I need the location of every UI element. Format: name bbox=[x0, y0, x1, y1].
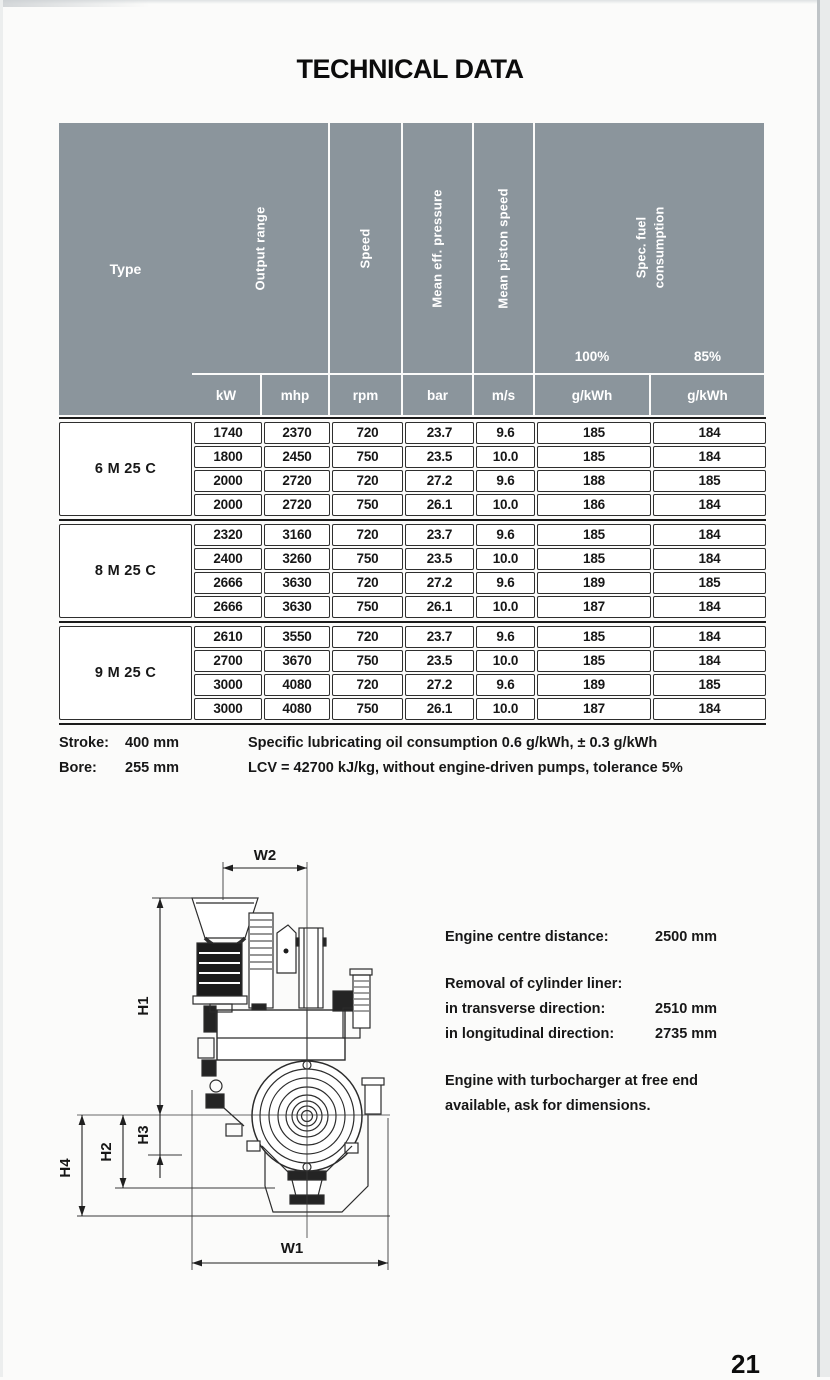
engine-dimension-diagram bbox=[30, 838, 430, 1290]
load-85-label: 85% bbox=[693, 349, 722, 364]
table-value-cell: 26.1 bbox=[405, 494, 474, 516]
table-value-cell: 9.6 bbox=[476, 626, 535, 648]
table-value-cell: 10.0 bbox=[476, 494, 535, 516]
table-value-cell: 2720 bbox=[264, 470, 330, 492]
unit-ms: m/s bbox=[474, 375, 533, 415]
header-rotated-row bbox=[192, 123, 764, 373]
unit-bar: bar bbox=[403, 375, 472, 415]
table-value-cell: 187 bbox=[537, 596, 651, 618]
table-value-cell: 10.0 bbox=[476, 548, 535, 570]
table-value-cell: 189 bbox=[537, 674, 651, 696]
table-value-cell: 3160 bbox=[264, 524, 330, 546]
units-row bbox=[192, 375, 764, 415]
stroke-label: Stroke: bbox=[59, 735, 109, 751]
technical-data-table bbox=[59, 123, 766, 725]
turbocharger-note-line1: Engine with turbocharger at free end bbox=[445, 1073, 698, 1089]
table-value-cell: 185 bbox=[537, 446, 651, 468]
turbocharger-note-line2: available, ask for dimensions. bbox=[445, 1098, 651, 1114]
engine-type-cell: 9 M 25 C bbox=[59, 626, 192, 720]
table-body bbox=[59, 417, 766, 725]
table-value-cell: 9.6 bbox=[476, 524, 535, 546]
dimension-info-block bbox=[445, 925, 775, 1119]
table-value-cell: 23.7 bbox=[405, 524, 474, 546]
table-value-cell: 2400 bbox=[194, 548, 262, 570]
output-range-label: Output range bbox=[252, 205, 268, 291]
table-value-cell: 185 bbox=[653, 674, 766, 696]
dim-label-w2: W2 bbox=[253, 847, 277, 864]
table-value-cell: 2720 bbox=[264, 494, 330, 516]
col-output-range bbox=[192, 123, 328, 373]
dim-label-h4: H4 bbox=[57, 1158, 74, 1178]
col-mean-piston-speed bbox=[474, 123, 533, 373]
table-value-cell: 184 bbox=[653, 626, 766, 648]
table-header bbox=[59, 123, 766, 415]
table-value-cell: 9.6 bbox=[476, 422, 535, 444]
table-value-cell: 750 bbox=[332, 494, 403, 516]
longitudinal-row bbox=[445, 1022, 775, 1047]
table-value-cell: 720 bbox=[332, 626, 403, 648]
longitudinal-value: 2735 mm bbox=[655, 1026, 718, 1042]
stroke-row bbox=[59, 731, 179, 756]
scan-edge-top-left bbox=[0, 0, 150, 7]
dim-label-h3: H3 bbox=[135, 1125, 152, 1145]
table-value-cell: 184 bbox=[653, 650, 766, 672]
table-value-cell: 185 bbox=[537, 422, 651, 444]
speed-label: Speed bbox=[357, 227, 373, 269]
table-value-cell: 720 bbox=[332, 674, 403, 696]
table-value-cell: 23.7 bbox=[405, 626, 474, 648]
table-value-cell: 3550 bbox=[264, 626, 330, 648]
transverse-label: in transverse direction: bbox=[445, 1001, 606, 1017]
table-value-cell: 27.2 bbox=[405, 572, 474, 594]
table-value-cell: 9.6 bbox=[476, 572, 535, 594]
table-value-cell: 2370 bbox=[264, 422, 330, 444]
table-value-cell: 750 bbox=[332, 650, 403, 672]
table-value-cell: 185 bbox=[537, 524, 651, 546]
table-value-cell: 23.5 bbox=[405, 548, 474, 570]
table-value-cell: 2666 bbox=[194, 572, 262, 594]
table-value-cell: 750 bbox=[332, 446, 403, 468]
unit-rpm: rpm bbox=[330, 375, 401, 415]
table-value-cell: 23.7 bbox=[405, 422, 474, 444]
col-speed bbox=[330, 123, 401, 373]
engine-type-cell: 6 M 25 C bbox=[59, 422, 192, 516]
table-value-cell: 3000 bbox=[194, 698, 262, 720]
table-value-cell: 3630 bbox=[264, 572, 330, 594]
mean-eff-pressure-label: Mean eff. pressure bbox=[430, 188, 446, 308]
page-number: 21 bbox=[731, 1349, 760, 1379]
table-value-cell: 4080 bbox=[264, 698, 330, 720]
table-value-cell: 26.1 bbox=[405, 596, 474, 618]
unit-gkwh-100: g/kWh bbox=[535, 375, 649, 415]
engine-type-cell: 8 M 25 C bbox=[59, 524, 192, 618]
col-mean-eff-pressure bbox=[403, 123, 472, 373]
table-value-cell: 26.1 bbox=[405, 698, 474, 720]
table-value-cell: 185 bbox=[537, 650, 651, 672]
table-value-cell: 184 bbox=[653, 698, 766, 720]
table-value-cell: 185 bbox=[537, 548, 651, 570]
bore-label: Bore: bbox=[59, 760, 97, 776]
mean-piston-speed-label: Mean piston speed bbox=[496, 187, 512, 309]
table-value-cell: 720 bbox=[332, 524, 403, 546]
centre-distance-label: Engine centre distance: bbox=[445, 929, 609, 945]
consumption-notes bbox=[248, 731, 683, 781]
dim-label-h1: H1 bbox=[135, 996, 152, 1016]
unit-kw: kW bbox=[192, 375, 260, 415]
bore-value: 255 mm bbox=[125, 760, 180, 776]
table-value-cell: 10.0 bbox=[476, 650, 535, 672]
longitudinal-label: in longitudinal direction: bbox=[445, 1026, 615, 1042]
table-value-cell: 750 bbox=[332, 596, 403, 618]
table-value-cell: 2610 bbox=[194, 626, 262, 648]
table-value-cell: 23.5 bbox=[405, 446, 474, 468]
table-value-cell: 3630 bbox=[264, 596, 330, 618]
unit-gkwh-85: g/kWh bbox=[651, 375, 764, 415]
dim-label-w1: W1 bbox=[280, 1240, 304, 1257]
table-value-cell: 188 bbox=[537, 470, 651, 492]
type-column-header: Type bbox=[59, 123, 192, 415]
dim-label-h2: H2 bbox=[98, 1142, 115, 1162]
table-value-cell: 184 bbox=[653, 524, 766, 546]
table-value-cell: 10.0 bbox=[476, 698, 535, 720]
table-value-cell: 720 bbox=[332, 572, 403, 594]
engine-type-group bbox=[59, 621, 766, 723]
centre-distance-value: 2500 mm bbox=[655, 929, 718, 945]
table-value-cell: 9.6 bbox=[476, 674, 535, 696]
transverse-value: 2510 mm bbox=[655, 1001, 718, 1017]
table-value-cell: 27.2 bbox=[405, 470, 474, 492]
scan-edge-left bbox=[0, 0, 3, 1377]
transverse-row bbox=[445, 997, 775, 1022]
load-percent-row bbox=[535, 349, 764, 364]
engine-type-group bbox=[59, 419, 766, 519]
table-value-cell: 2450 bbox=[264, 446, 330, 468]
table-value-cell: 3000 bbox=[194, 674, 262, 696]
table-value-cell: 185 bbox=[653, 572, 766, 594]
table-value-cell: 9.6 bbox=[476, 470, 535, 492]
table-value-cell: 2000 bbox=[194, 494, 262, 516]
table-value-cell: 186 bbox=[537, 494, 651, 516]
stroke-value: 400 mm bbox=[125, 735, 180, 751]
table-value-cell: 10.0 bbox=[476, 596, 535, 618]
load-100-label: 100% bbox=[574, 349, 610, 364]
table-value-cell: 4080 bbox=[264, 674, 330, 696]
bore-row bbox=[59, 756, 179, 781]
table-value-cell: 3670 bbox=[264, 650, 330, 672]
table-value-cell: 184 bbox=[653, 422, 766, 444]
centre-distance-row bbox=[445, 925, 775, 950]
table-value-cell: 3260 bbox=[264, 548, 330, 570]
table-value-cell: 2666 bbox=[194, 596, 262, 618]
spec-fuel-label: Spec. fuel consumption bbox=[632, 207, 666, 289]
unit-mhp: mhp bbox=[262, 375, 328, 415]
engine-type-group bbox=[59, 519, 766, 621]
lube-oil-note: Specific lubricating oil consumption 0.6 g/kWh, ± 0.3 g/kWh bbox=[248, 735, 658, 751]
page-title: TECHNICAL DATA bbox=[296, 54, 524, 84]
stroke-bore-notes bbox=[59, 731, 179, 781]
removal-title: Removal of cylinder liner: bbox=[445, 976, 623, 992]
table-value-cell: 750 bbox=[332, 698, 403, 720]
table-value-cell: 189 bbox=[537, 572, 651, 594]
table-value-cell: 750 bbox=[332, 548, 403, 570]
table-value-cell: 187 bbox=[537, 698, 651, 720]
table-value-cell: 1740 bbox=[194, 422, 262, 444]
lcv-note: LCV = 42700 kJ/kg, without engine-driven pumps, tolerance 5% bbox=[248, 760, 683, 776]
table-value-cell: 2000 bbox=[194, 470, 262, 492]
table-value-cell: 23.5 bbox=[405, 650, 474, 672]
header-right bbox=[192, 123, 764, 415]
scan-edge-right-line bbox=[817, 0, 820, 1377]
col-spec-fuel-consumption bbox=[535, 123, 764, 373]
table-value-cell: 2320 bbox=[194, 524, 262, 546]
table-value-cell: 184 bbox=[653, 596, 766, 618]
scan-edge-right-margin bbox=[820, 0, 830, 1377]
table-value-cell: 185 bbox=[653, 470, 766, 492]
table-value-cell: 27.2 bbox=[405, 674, 474, 696]
table-value-cell: 2700 bbox=[194, 650, 262, 672]
table-value-cell: 720 bbox=[332, 422, 403, 444]
table-value-cell: 184 bbox=[653, 446, 766, 468]
table-value-cell: 185 bbox=[537, 626, 651, 648]
table-value-cell: 10.0 bbox=[476, 446, 535, 468]
table-value-cell: 1800 bbox=[194, 446, 262, 468]
table-value-cell: 184 bbox=[653, 494, 766, 516]
table-value-cell: 184 bbox=[653, 548, 766, 570]
table-value-cell: 720 bbox=[332, 470, 403, 492]
